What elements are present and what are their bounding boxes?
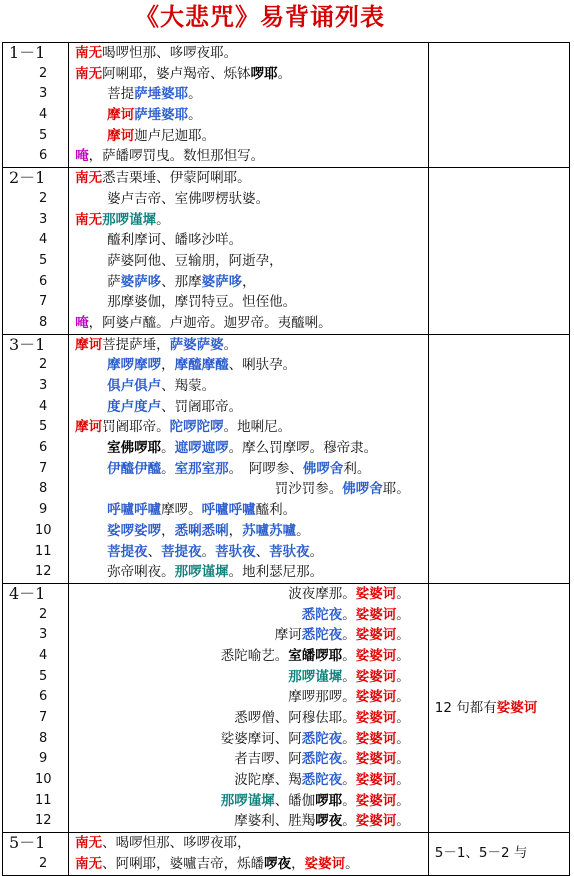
line-number: 4 [39,647,48,663]
text-segment: 。 [223,336,238,353]
highlight-blue: 悉陀夜 [301,751,343,768]
highlight-blue: 娑啰娑啰 [107,522,162,539]
text-segment: 那摩婆伽，摩罚特豆。怛侄他。 [107,294,297,311]
section-text-cell [69,43,429,168]
highlight-blk: 室皤啰耶 [288,647,343,664]
chant-line [69,500,428,521]
chant-line [69,168,428,189]
chant-table-body [3,43,570,876]
text-segment: 利。 [343,460,371,477]
chant-line [69,335,428,356]
text-segment: 摩啰那啰。 [288,689,356,706]
section-note-cell [428,43,569,168]
highlight-blue: 悉陀夜 [301,772,343,789]
text-segment: 。 [296,522,310,539]
highlight-blk: 啰夜 [315,813,343,830]
highlight-purple: 唵 [75,314,89,331]
section-number-cell [3,43,69,168]
highlight-blue: 伊醯伊醯 [107,460,162,477]
chant-line [69,105,428,126]
section-row-4 [3,583,570,832]
text-segment: 醯利摩诃、皤哆沙咩。 [107,232,243,249]
section-note-cell [428,168,569,335]
chant-line [69,84,428,105]
text-segment: 、皤伽 [274,792,316,809]
line-number: 8 [39,481,48,497]
highlight-purple: 唵 [75,148,89,165]
text-segment: 菩提萨埵， [102,336,170,353]
text-segment: 摩诃 [274,627,302,644]
line-number: 8 [39,314,48,330]
highlight-red: 娑婆诃 [355,668,397,685]
line-number: 3－1 [9,334,46,354]
text-segment: 波夜摩那。 [288,585,356,602]
highlight-red: 娑婆诃 [355,710,397,726]
text-segment: 萨婆阿他、豆输朋，阿逝孕， [107,252,283,269]
text-segment: 。 [396,751,410,768]
highlight-blue: 菩提夜 [107,543,148,560]
chant-line [69,521,428,542]
section-row-5 [3,833,570,875]
highlight-blue: 菩驮夜 [215,543,256,560]
highlight-red: 娑婆诃 [355,751,397,768]
note-highlight: 娑婆诃 [496,700,538,716]
chant-line [69,791,428,812]
line-number: 10 [35,772,52,788]
text-segment: 。 [396,792,410,809]
line-number: 12 [35,813,52,829]
line-number: 2－1 [9,168,46,188]
text-segment: 娑婆摩诃、阿 [220,730,302,747]
highlight-red: 娑婆诃 [355,585,397,602]
line-number: 3 [39,211,48,227]
chant-line [69,292,428,313]
text-segment: 。 [342,792,356,809]
line-number: 7 [39,294,48,310]
highlight-red: 南无 [75,835,103,852]
chant-line [69,542,428,563]
highlight-red: 南无 [75,170,103,187]
section-text-cell [69,168,429,335]
highlight-teal: 那啰谨墀 [288,668,343,685]
highlight-red: 娑婆诃 [355,606,397,623]
note-text [429,698,569,718]
line-number: 3 [39,86,48,102]
highlight-blk: 啰夜 [264,855,292,872]
line-number: 5－1 [9,833,46,853]
line-number: 6 [39,689,48,705]
text-segment: 悉吉栗埵、伊蒙阿唎耶。 [102,170,251,187]
line-number: 11 [35,543,52,559]
chant-line [69,667,428,688]
highlight-blue: 摩啰摩啰 [107,357,162,374]
chant-line [69,562,428,583]
text-segment: 摩婆利、胜羯 [234,813,316,830]
text-segment: 波陀摩、羯 [234,772,302,789]
text-segment: ， [242,273,256,290]
text-segment: 。 [396,647,410,664]
chant-line [69,625,428,646]
text-segment: 迦卢尼迦耶。 [134,127,216,144]
line-number: 6 [39,273,48,289]
chant-line [69,605,428,626]
text-segment: 。 [396,772,410,789]
highlight-red: 南无 [75,855,103,872]
section-text-cell [69,334,429,583]
highlight-blue: 遮啰遮啰 [174,440,229,457]
highlight-red: 娑婆诃 [355,647,397,664]
chant-line [69,833,428,854]
chant-line [69,397,428,418]
line-number: 9 [39,502,48,518]
text-segment: 。 [188,107,202,124]
text-segment: 。 [161,440,175,457]
text-segment: 罚阇耶帝。 [102,419,170,436]
text-segment: 、那摩 [161,273,202,290]
chant-line [69,708,428,729]
text-segment: 。 [342,772,356,789]
chant-line [69,646,428,667]
note-prefix: 5－1、5－2 与 [434,845,528,862]
highlight-blue: 俱卢俱卢 [107,378,162,394]
text-segment: 、罚阇耶帝。 [161,398,243,415]
section-number-cell [3,334,69,583]
section-row-1 [3,43,570,168]
line-number: 3 [39,378,48,393]
highlight-red: 娑婆诃 [304,855,346,872]
highlight-blue: 悉唎悉唎 [174,522,229,539]
text-segment: 。 [201,543,216,560]
text-segment: 者吉啰、阿 [234,751,302,768]
text-segment: 。 [161,460,175,477]
highlight-red: 娑婆诃 [355,730,397,747]
text-segment: 。 [342,647,356,664]
text-segment: 。 [345,855,359,872]
text-segment: 。 [342,668,356,685]
text-segment: 。 [309,543,324,560]
chant-line [69,272,428,293]
line-number: 6 [39,440,48,456]
chant-line [69,417,428,438]
highlight-blue: 婆萨哆 [201,273,243,290]
line-number: 4 [39,107,48,123]
text-segment: 。 [188,86,202,103]
section-number-cell [3,833,69,875]
chant-line [69,770,428,791]
line-number: 2 [39,606,48,622]
section-number-cell [3,168,69,335]
highlight-teal: 那啰谨墀 [220,792,275,809]
highlight-blue: 度卢度卢 [107,398,162,415]
highlight-blue: 佛啰舍 [342,481,383,498]
highlight-red: 摩诃 [75,419,103,436]
chant-line [69,854,428,875]
line-number: 5 [39,252,48,268]
text-segment: 罚沙罚参。 [274,481,343,498]
text-segment: 。 阿啰参、 [228,460,303,477]
text-segment: 萨 [107,273,121,290]
chant-line [69,189,428,210]
line-number: 2 [39,65,48,81]
line-number: 5 [39,127,48,143]
text-segment: 。 [396,689,410,706]
line-number: 2 [39,357,48,373]
text-segment: 、羯蒙。 [161,378,216,394]
line-number: 4－1 [9,583,46,603]
highlight-red: 娑婆诃 [355,689,397,706]
highlight-red: 娑婆诃 [355,813,397,830]
line-number: 4 [39,398,48,414]
text-segment: 耶。 [382,481,410,498]
chant-line [69,376,428,397]
text-segment: ， [161,522,175,539]
chant-line [69,251,428,272]
section-row-2 [3,168,570,335]
text-segment: 菩提 [107,86,135,103]
chant-line [69,355,428,376]
highlight-red: 娑婆诃 [355,772,397,789]
text-segment: ， [228,522,243,539]
chant-line [69,126,428,147]
text-segment: 、阿唎耶，婆嚧吉帝，烁皤 [102,855,265,872]
text-segment: 婆卢吉帝、室佛啰楞驮婆。 [107,190,270,207]
text-segment: 弥帝唎夜。 [107,564,175,581]
text-segment: 。 [342,813,356,830]
line-number: 3 [39,627,48,643]
text-segment: ，阿婆卢醯。卢迦帝。迦罗帝。夷醯唎。 [88,314,332,331]
highlight-red: 南无 [75,211,103,228]
line-number: 12 [35,564,52,580]
text-segment: 摩啰。 [161,502,202,519]
text-segment: 醯利。 [255,502,297,519]
text-segment: 。摩么罚摩啰。穆帝隶。 [228,440,378,457]
line-number: 8 [39,730,48,746]
line-number: 7 [39,710,48,725]
section-text-cell [69,833,429,875]
chant-line [69,64,428,85]
text-segment: ， [291,855,305,872]
text-segment: ， [161,357,175,374]
highlight-blue: 佛啰舍 [302,460,344,477]
text-segment: 。 [342,751,356,768]
chant-table [2,42,570,876]
chant-line [69,146,428,167]
highlight-blue: 萨埵婆耶 [134,86,189,103]
note-prefix: 12 句都有 [434,700,497,716]
text-segment: 。地唎尼。 [223,419,292,436]
highlight-blue: 摩醯摩醯 [174,357,229,374]
chant-line [69,584,428,605]
text-segment: 。 [396,730,410,747]
text-segment: 、唎驮孕。 [228,357,297,374]
highlight-blue: 菩提夜 [161,543,202,560]
chant-line [69,438,428,459]
highlight-blue: 悉陀夜 [301,606,343,623]
highlight-red: 娑婆诃 [355,627,397,644]
section-text-cell [69,583,429,832]
chant-line [69,459,428,480]
text-segment: 悉啰僧、阿穆佉耶。 [234,710,356,726]
text-segment: 、 [255,543,270,560]
highlight-blue: 菩驮夜 [269,543,310,560]
chant-line [69,43,428,64]
chant-line [69,210,428,231]
highlight-red: 摩诃 [75,336,103,353]
highlight-blue: 萨婆萨婆 [169,336,224,353]
highlight-blue: 呼嚧呼嚧 [107,502,162,519]
text-segment: 。 [277,65,292,82]
line-number: 1－1 [9,43,46,62]
text-segment: 。 [396,585,410,602]
text-segment: 。 [342,627,356,644]
highlight-blk: 啰耶 [250,65,278,82]
highlight-blue: 陀啰陀啰 [169,419,224,436]
line-number: 10 [35,522,52,538]
text-segment: 。 [396,710,410,726]
chant-line [69,230,428,251]
highlight-teal: 那啰谨墀 [102,211,157,228]
text-segment: 。 [396,627,410,644]
text-segment: 。 [396,606,410,623]
chant-line [69,687,428,708]
chant-line [69,749,428,770]
section-note-cell [428,334,569,583]
highlight-red: 南无 [75,65,103,82]
page-title: 《大悲咒》易背诵列表 [135,2,385,31]
text-segment: 悉陀喻艺。 [220,647,289,664]
line-number: 5 [39,419,48,435]
highlight-blk: 室佛啰耶 [107,440,162,457]
highlight-blue: 悉陀夜 [301,730,343,747]
line-number: 6 [39,148,48,164]
line-number: 4 [39,232,48,248]
chant-line [69,729,428,750]
text-segment: 、 [147,543,162,560]
highlight-red: 摩诃 [107,107,135,124]
highlight-red: 娑婆诃 [355,792,397,809]
section-note-cell [428,583,569,832]
chant-line [69,479,428,500]
text-segment: 。 [396,668,410,685]
highlight-red: 摩诃 [107,127,135,144]
text-segment: 。 [396,813,410,830]
line-number: 7 [39,460,48,476]
line-number: 11 [35,792,52,808]
section-number-cell [3,583,69,832]
highlight-red: 南无 [75,45,103,61]
section-row-3 [3,334,570,583]
line-number: 5 [39,668,48,684]
highlight-blue: 悉陀夜 [301,627,343,644]
text-segment: 。 [342,606,356,623]
text-segment: 。 [156,211,170,228]
text-segment: 阿唎耶，婆卢羯帝、烁钵 [102,65,251,82]
highlight-blk: 啰耶 [315,792,343,809]
chant-line [69,313,428,334]
highlight-blue: 萨埵婆耶 [134,107,189,124]
highlight-blue: 室那室那 [174,460,229,477]
highlight-blue: 呼嚧呼嚧 [201,502,256,519]
chant-line [69,811,428,832]
text-segment: 、喝啰怛那、哆啰夜耶， [102,835,251,852]
text-segment: 。地利瑟尼那。 [228,564,324,581]
text-segment: 喝啰怛那、哆啰夜耶。 [102,45,238,61]
text-segment: ，萨皤啰罚曳。数怛那怛写。 [88,148,265,165]
note-text [429,843,569,863]
line-number: 2 [39,190,48,206]
highlight-blue: 苏嚧苏嚧 [242,522,297,539]
highlight-blue: 婆萨哆 [120,273,162,290]
highlight-teal: 那啰谨墀 [174,564,229,581]
line-number: 9 [39,751,48,767]
text-segment: 。 [342,730,356,747]
section-note-cell [428,833,569,875]
line-number: 2 [39,855,48,871]
